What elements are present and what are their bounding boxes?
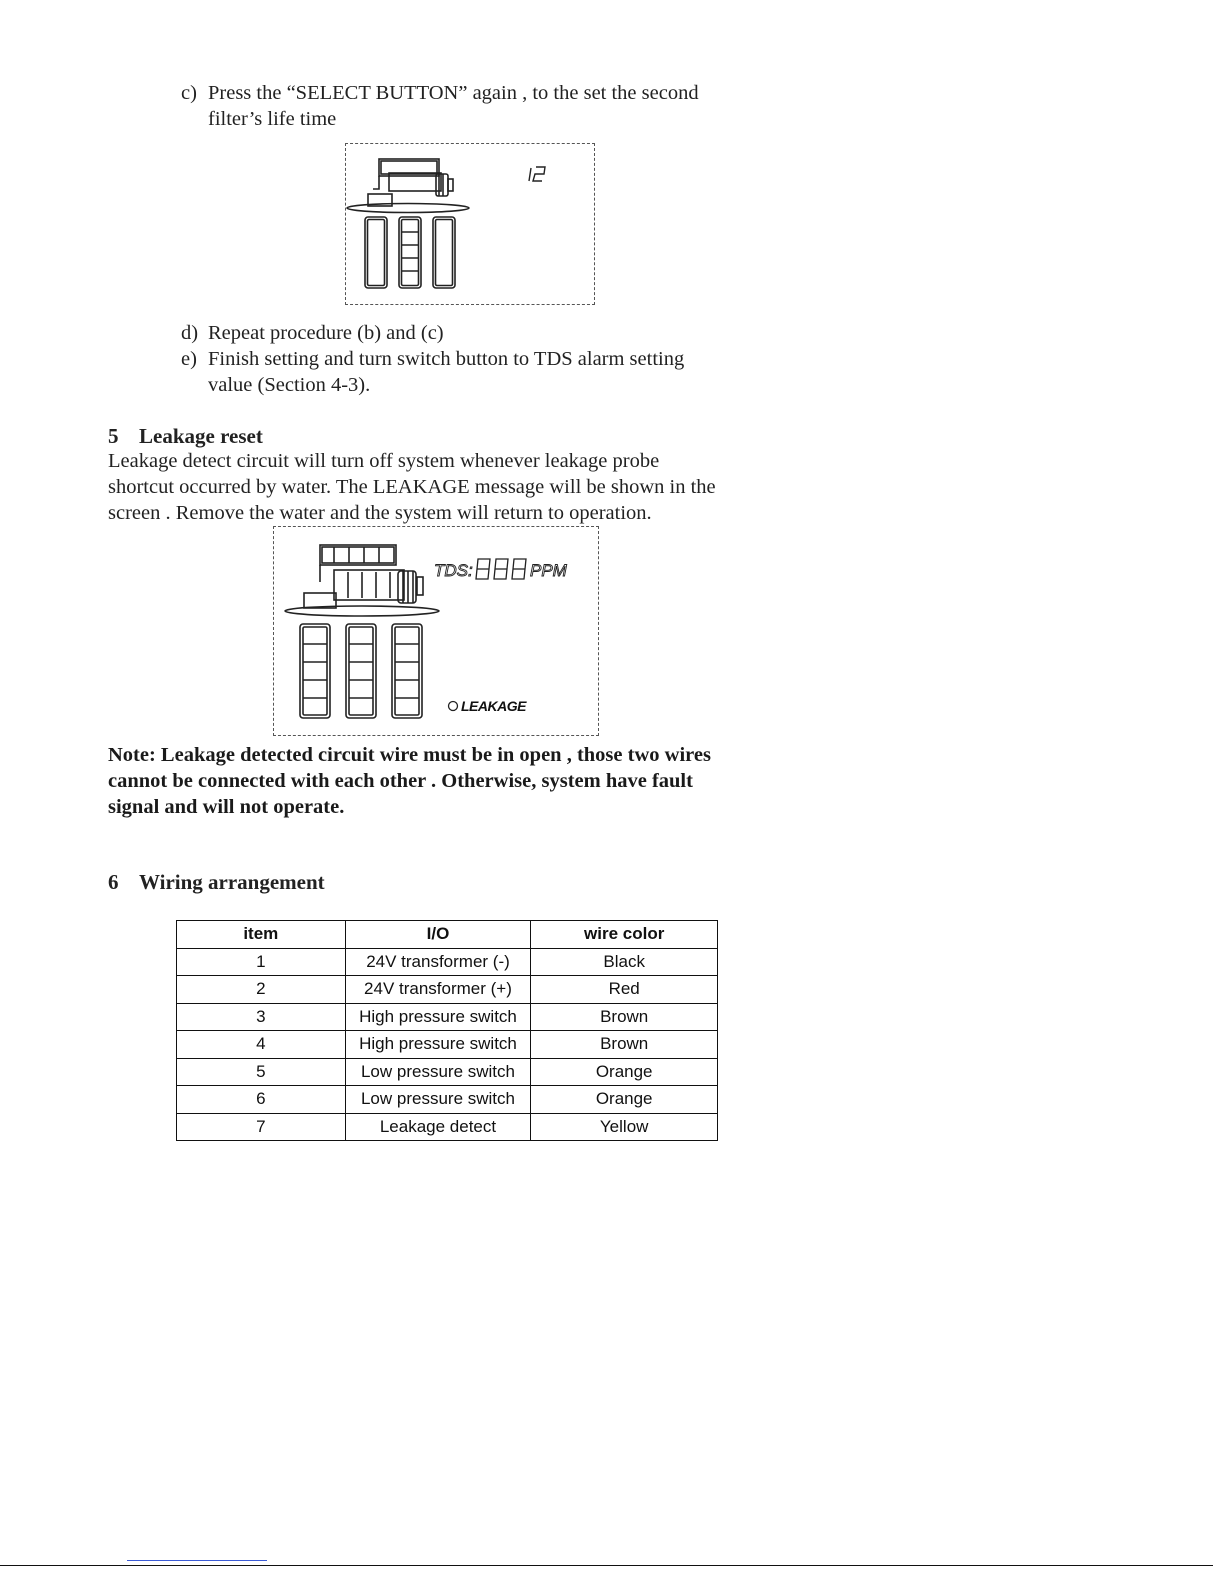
cell-io: High pressure switch <box>345 1003 531 1031</box>
lcd-figure-filter-life <box>345 143 595 305</box>
cell-wire-color: Orange <box>531 1058 718 1086</box>
step-d-text: Repeat procedure (b) and (c) <box>208 322 444 344</box>
lcd2-tds-digits <box>476 559 526 579</box>
lcd2-tds-unit: PPM <box>530 561 567 580</box>
leakage-note <box>108 742 711 820</box>
cell-io: 24V transformer (-) <box>345 948 531 976</box>
section-5-number: 5 <box>108 424 119 448</box>
cell-wire-color: Orange <box>531 1086 718 1114</box>
wiring-table <box>176 920 718 1141</box>
cell-io: High pressure switch <box>345 1031 531 1059</box>
note-line-1: Note: Leakage detected circuit wire must be in open , those two wires <box>108 744 711 766</box>
note-line-3: signal and will not operate. <box>108 796 345 818</box>
cell-wire-color: Yellow <box>531 1113 718 1141</box>
section-6-number: 6 <box>108 870 119 894</box>
step-e-label: e) <box>181 348 197 370</box>
cell-io: Low pressure switch <box>345 1058 531 1086</box>
cell-item: 7 <box>177 1113 346 1141</box>
table-row <box>177 1058 718 1086</box>
step-c-line2: filter’s life time <box>208 108 337 130</box>
footer-link-underline <box>127 1560 267 1561</box>
table-row <box>177 1031 718 1059</box>
section-5-title: Leakage reset <box>139 424 263 448</box>
table-row <box>177 948 718 976</box>
step-d <box>181 320 444 346</box>
lcd1-digit-segments <box>529 167 545 181</box>
section-6-title: Wiring arrangement <box>139 870 325 894</box>
step-c-line1: Press the “SELECT BUTTON” again , to the set the second <box>208 82 699 104</box>
table-row <box>177 1086 718 1114</box>
cell-io: Leakage detect <box>345 1113 531 1141</box>
table-row <box>177 1113 718 1141</box>
table-row <box>177 976 718 1004</box>
header-item: item <box>177 921 346 949</box>
cell-item: 6 <box>177 1086 346 1114</box>
section-5-body <box>108 448 716 526</box>
cell-item: 2 <box>177 976 346 1004</box>
lcd-leakage-drawing <box>274 527 598 735</box>
wiring-table-header-row <box>177 921 718 949</box>
header-io: I/O <box>345 921 531 949</box>
step-c <box>181 80 699 132</box>
step-e-line2: value (Section 4-3). <box>208 374 371 396</box>
section-6-heading <box>108 870 325 895</box>
cell-io: 24V transformer (+) <box>345 976 531 1004</box>
section-5-heading <box>108 424 263 449</box>
section-5-line-2: shortcut occurred by water. The LEAKAGE message will be shown in the <box>108 476 716 498</box>
table-row <box>177 1003 718 1031</box>
note-line-2: cannot be connected with each other . Otherwise, system have fault <box>108 770 693 792</box>
cell-item: 5 <box>177 1058 346 1086</box>
lcd2-tds-label: TDS: <box>434 561 473 580</box>
leakage-indicator-icon <box>449 702 458 711</box>
cell-item: 3 <box>177 1003 346 1031</box>
step-e <box>181 346 684 398</box>
section-5-line-3: screen . Remove the water and the system will return to operation. <box>108 502 652 524</box>
step-e-line1: Finish setting and turn switch button to TDS alarm setting <box>208 348 685 370</box>
lcd-figure-leakage <box>273 526 599 736</box>
header-wire-color: wire color <box>531 921 718 949</box>
cell-wire-color: Black <box>531 948 718 976</box>
cell-io: Low pressure switch <box>345 1086 531 1114</box>
cell-wire-color: Brown <box>531 1003 718 1031</box>
cell-wire-color: Brown <box>531 1031 718 1059</box>
cell-item: 1 <box>177 948 346 976</box>
step-d-label: d) <box>181 322 199 344</box>
footer-rule <box>0 1565 1213 1566</box>
lcd-filter-life-drawing <box>346 144 594 304</box>
cell-wire-color: Red <box>531 976 718 1004</box>
step-c-label: c) <box>181 82 197 104</box>
lcd2-leakage-label: LEAKAGE <box>461 698 526 714</box>
cell-item: 4 <box>177 1031 346 1059</box>
section-5-line-1: Leakage detect circuit will turn off system whenever leakage probe <box>108 450 660 472</box>
